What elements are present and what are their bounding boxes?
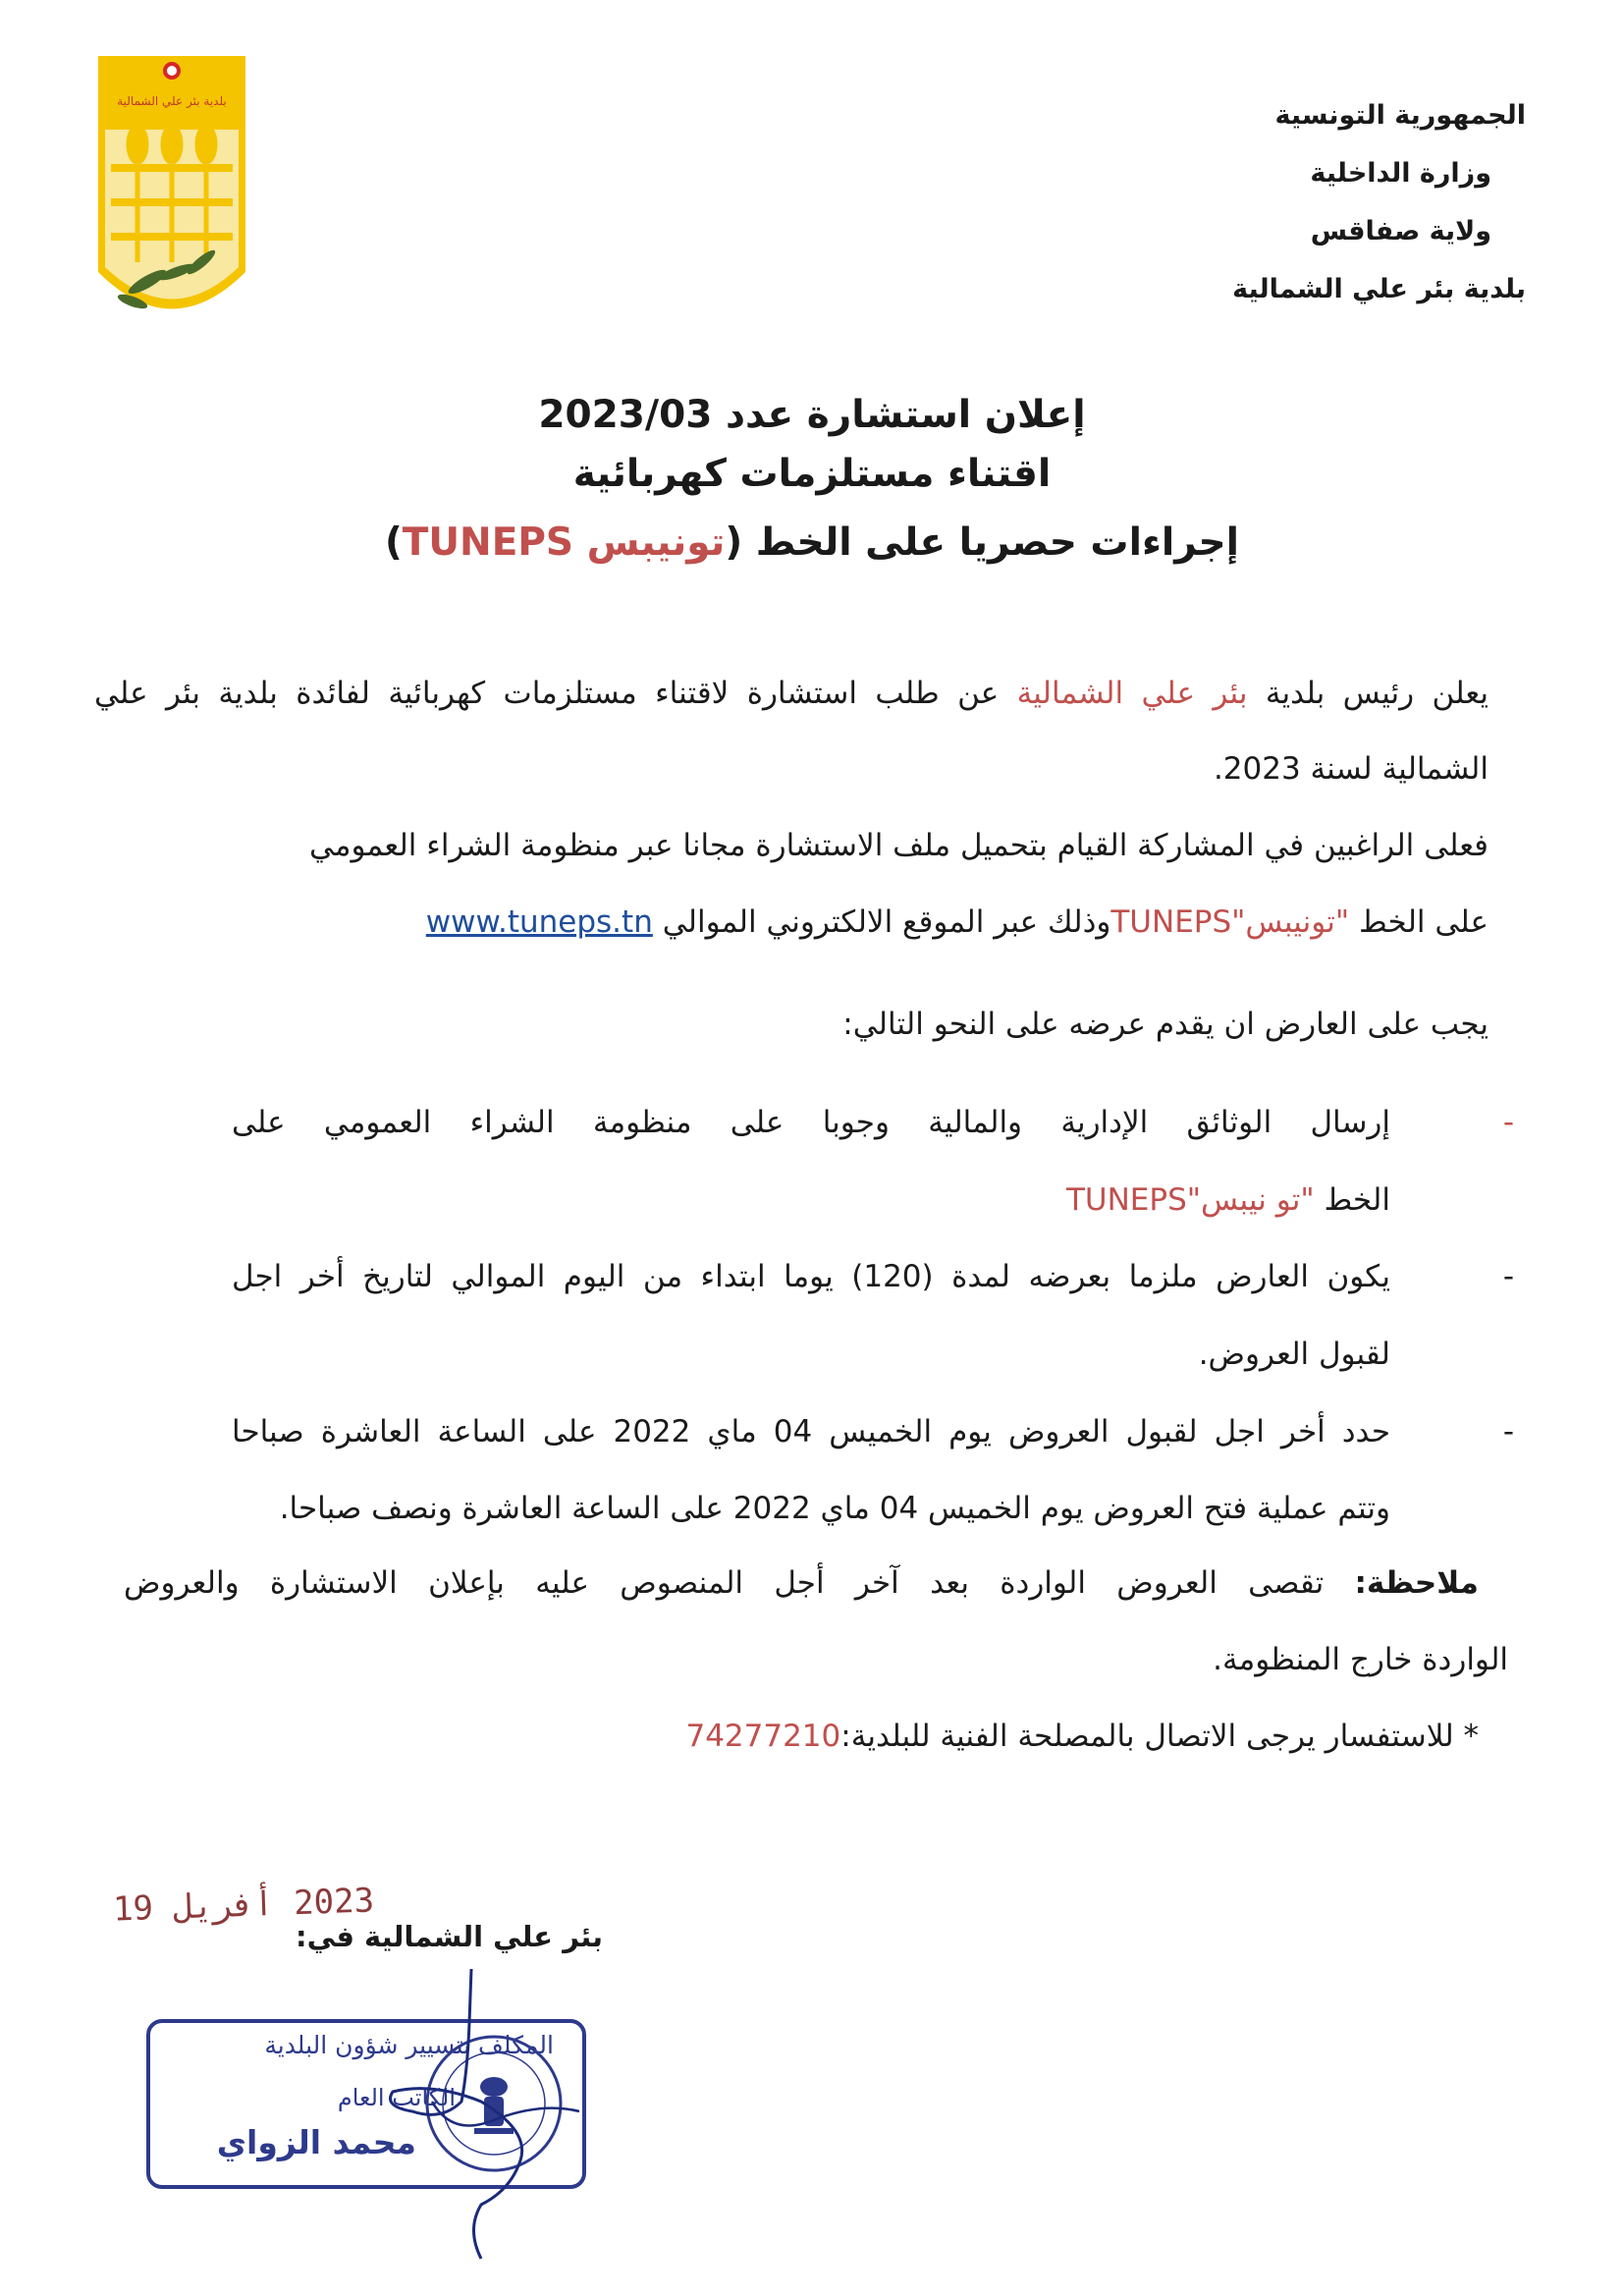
contact-line — [685, 1719, 1479, 1754]
contact-text: * للاستفسار يرجى الاتصال بالمصلحة الفنية للبلدية: — [840, 1719, 1479, 1754]
bullet-line: حدد أخر اجل لقبول العروض يوم الخميس 04 ماي 2022 على الساعة العاشرة صباحا — [232, 1414, 1390, 1449]
letterhead — [1133, 86, 1526, 318]
tuneps-highlight: تونيبس TUNEPS — [402, 520, 726, 565]
website-text: وذلك عبر الموقع الالكتروني الموالي — [652, 904, 1111, 940]
intro-text: يعلن رئيس بلدية — [1247, 676, 1489, 711]
bullet-line: يكون العارض ملزما بعرضه لمدة (120) يوما ابتداء من اليوم الموالي لتاريخ أخر اجل — [232, 1259, 1390, 1294]
note-text: تقصى العروض الواردة بعد آخر أجل المنصوص عليه بإعلان الاستشارة والعروض — [124, 1565, 1355, 1601]
bullet-dash: - — [1502, 1414, 1514, 1449]
bullet-line: وتتم عملية فتح العروض يوم الخميس 04 ماي 2022 على الساعة العاشرة ونصف صباحا. — [279, 1491, 1390, 1526]
stamp-name: محمد الزواي — [216, 2123, 416, 2161]
paragraph-line: الشمالية لسنة 2023. — [1213, 751, 1489, 787]
tuneps-label: "تونيبس"TUNEPS — [1110, 904, 1350, 940]
procedure-prefix: إجراءات حصريا على الخط ( — [725, 520, 1240, 565]
note-line: الواردة خارج المنظومة. — [1213, 1642, 1508, 1677]
note-line — [124, 1565, 1479, 1601]
bullet-dash: - — [1502, 1259, 1514, 1294]
intro-text-cont: عن طلب استشارة لاقتناء مستلزمات كهربائية لفائدة بلدية بئر علي — [94, 676, 1017, 711]
stamp-title: المكلف بتسيير شؤون البلدية — [264, 2031, 554, 2059]
tuneps-website-link[interactable]: www.tuneps.tn — [425, 904, 653, 940]
municipality-emblem-icon — [93, 51, 250, 341]
letterhead-line: الجمهورية التونسية — [1274, 100, 1526, 131]
bullet-line: إرسال الوثائق الإدارية والمالية وجوبا على منظومة الشراء العمومي على — [232, 1105, 1390, 1140]
bullet-dash: - — [1502, 1105, 1514, 1140]
contact-phone: 74277210 — [685, 1719, 841, 1754]
municipality-name: بئر علي الشمالية — [1016, 676, 1248, 711]
note-label: ملاحظة: — [1354, 1565, 1479, 1601]
signature-place: بئر علي الشمالية في: — [296, 1920, 603, 1953]
letterhead-line: ولاية صفاقس — [1310, 216, 1491, 246]
online-text: على الخط — [1349, 904, 1489, 940]
announcement-title: إعلان استشارة عدد 2023/03 — [538, 393, 1086, 437]
paragraph-line — [94, 676, 1489, 711]
handwritten-signature-icon — [373, 1964, 589, 2278]
announcement-procedure — [0, 520, 1624, 565]
paragraph-line: يجب على العارض ان يقدم عرضه على النحو التالي: — [842, 1007, 1489, 1042]
paragraph-line: فعلى الراغبين في المشاركة القيام بتحميل ملف الاستشارة مجانا عبر منظومة الشراء العمومي — [309, 828, 1489, 863]
logo-caption: بلدية بئر علي الشمالية — [117, 94, 227, 108]
online-text: الخط — [1314, 1182, 1390, 1218]
date-stamp: 2023 أفريل 19 — [112, 1881, 375, 1930]
letterhead-line: وزارة الداخلية — [1310, 158, 1491, 189]
bullet-line: لقبول العروض. — [1198, 1337, 1390, 1372]
stamp-role: الكاتب العام — [337, 2084, 456, 2111]
procedure-suffix: ) — [384, 520, 403, 565]
tuneps-label: "تو نيبس"TUNEPS — [1065, 1182, 1315, 1218]
announcement-subject: اقتناء مستلزمات كهربائية — [572, 452, 1052, 496]
bullet-line — [1066, 1182, 1390, 1218]
paragraph-line — [426, 904, 1489, 940]
letterhead-line: بلدية بئر علي الشمالية — [1232, 274, 1526, 304]
